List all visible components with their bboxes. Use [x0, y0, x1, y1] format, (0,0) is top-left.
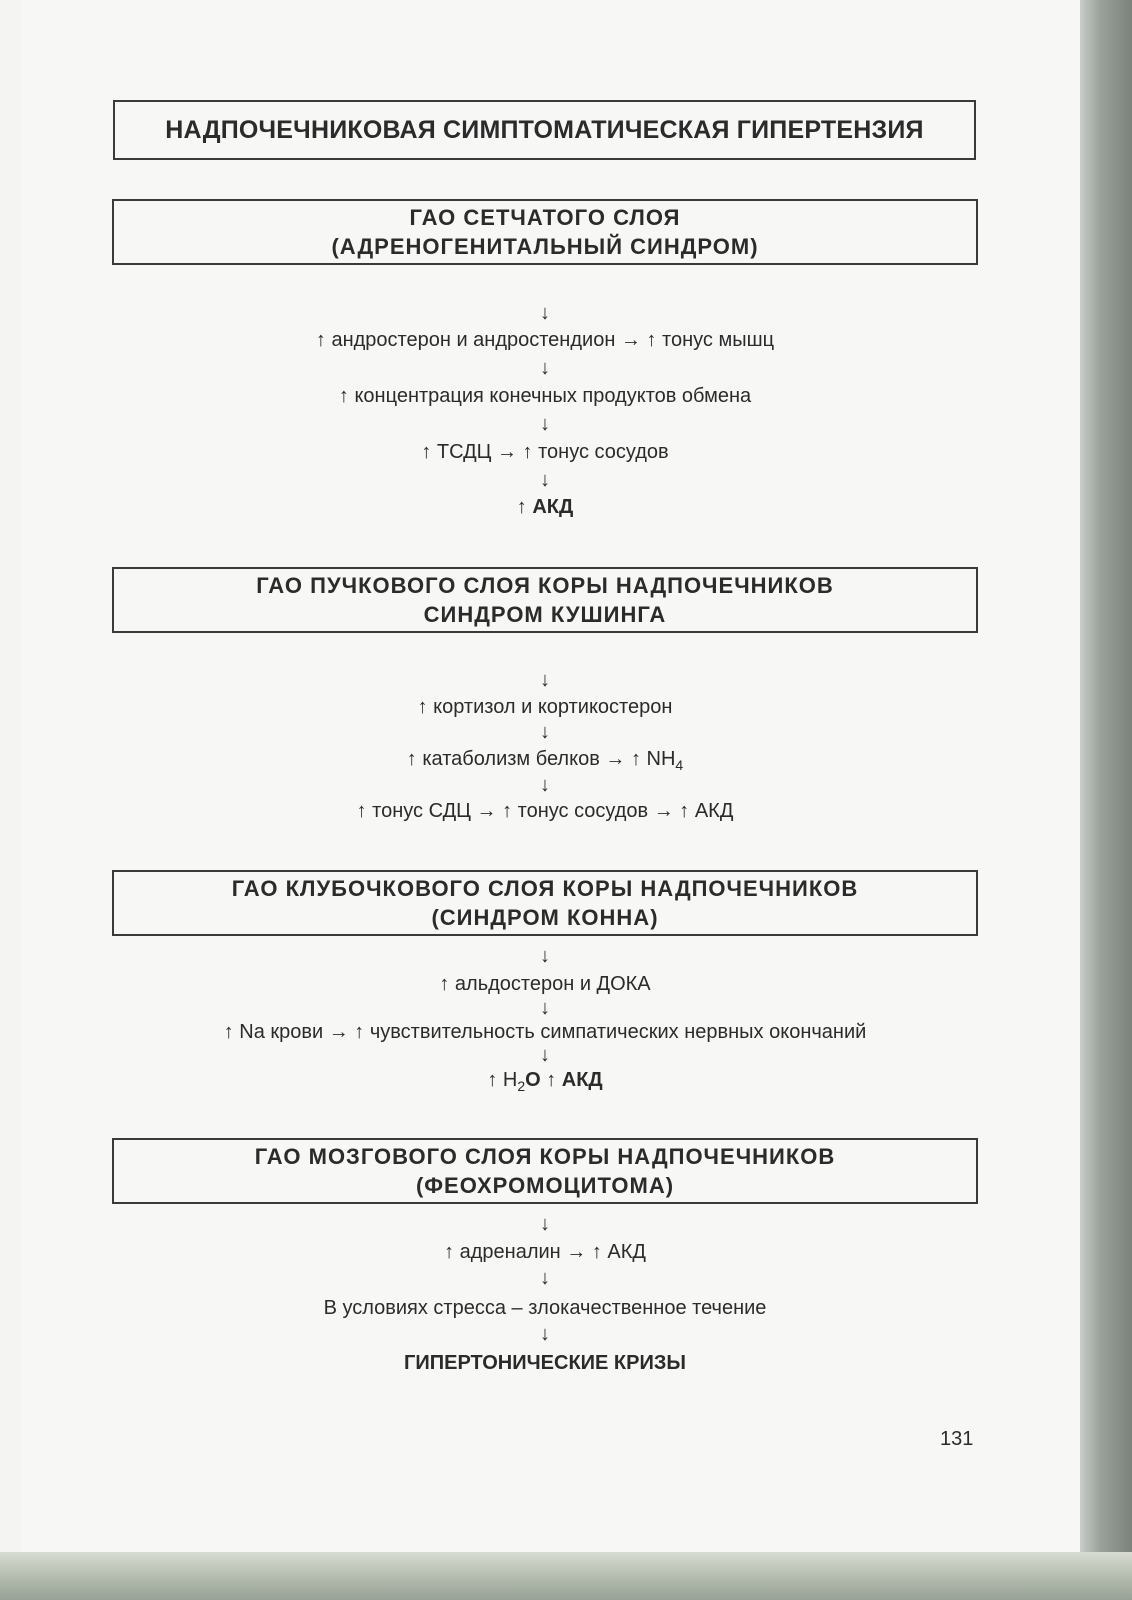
chain-text: ↑ H — [487, 1069, 518, 1091]
down-arrow-icon: ↓ — [540, 1323, 550, 1345]
chain-step: ↑ андростерон и андростендион → ↑ тонус мышц — [315, 329, 775, 351]
down-arrow-icon: ↓ — [540, 721, 550, 743]
page-title: НАДПОЧЕЧНИКОВАЯ СИМПТОМАТИЧЕСКАЯ ГИПЕРТЕНЗИЯ — [165, 115, 924, 144]
chain-step: В условиях стресса – злокачественное течение — [323, 1297, 767, 1319]
chain-result: ↑ АКД — [516, 496, 574, 518]
book-edge-right — [1080, 0, 1132, 1600]
heading-line: (ФЕОХРОМОЦИТОМА) — [415, 1173, 675, 1198]
chain-step: ↑ альдостерон и ДОКА — [439, 973, 651, 995]
chain-step — [112, 1069, 978, 1094]
chain-step: ↑ кортизол и кортикостерон — [417, 696, 673, 718]
chain-text: O ↑ АКД — [525, 1069, 603, 1091]
heading-line: СИНДРОМ КУШИНГА — [423, 602, 667, 627]
book-edge-bottom — [0, 1552, 1132, 1600]
chain-step: ↑ концентрация конечных продуктов обмена — [338, 385, 752, 407]
heading-line: ГАО МОЗГОВОГО СЛОЯ КОРЫ НАДПОЧЕЧНИКОВ — [254, 1144, 836, 1169]
chain-step: ↑ ТСДЦ → ↑ тонус сосудов — [421, 441, 669, 463]
down-arrow-icon: ↓ — [540, 1044, 550, 1066]
down-arrow-icon: ↓ — [540, 774, 550, 796]
chain-text: ↑ катаболизм белков → ↑ NH — [406, 748, 676, 770]
down-arrow-icon: ↓ — [540, 469, 550, 491]
page-title-box — [113, 100, 976, 160]
down-arrow-icon: ↓ — [540, 1267, 550, 1289]
down-arrow-icon: ↓ — [540, 945, 550, 967]
chain-subscript: 2 — [517, 1078, 526, 1094]
section-pheochromocytoma-heading — [112, 1138, 978, 1204]
chain-step: ↑ тонус СДЦ → ↑ тонус сосудов → ↑ АКД — [356, 800, 734, 822]
heading-line: ГАО ПУЧКОВОГО СЛОЯ КОРЫ НАДПОЧЕЧНИКОВ — [256, 573, 834, 598]
down-arrow-icon: ↓ — [540, 997, 550, 1019]
chain-step: ↑ адреналин → ↑ АКД — [444, 1241, 646, 1263]
down-arrow-icon: ↓ — [540, 1213, 550, 1235]
heading-line: ГАО КЛУБОЧКОВОГО СЛОЯ КОРЫ НАДПОЧЕЧНИКОВ — [231, 876, 859, 901]
heading-line: (СИНДРОМ КОННА) — [431, 905, 659, 930]
section-adrenogenital-heading — [112, 199, 978, 265]
down-arrow-icon: ↓ — [540, 357, 550, 379]
down-arrow-icon: ↓ — [540, 302, 550, 324]
chain-step — [112, 748, 978, 773]
section-conn-heading — [112, 870, 978, 936]
heading-line: ГАО СЕТЧАТОГО СЛОЯ — [409, 205, 681, 230]
chain-result: ГИПЕРТОНИЧЕСКИЕ КРИЗЫ — [404, 1352, 686, 1374]
chain-step: ↑ Na крови → ↑ чувствительность симпатических нервных окончаний — [223, 1021, 867, 1043]
down-arrow-icon: ↓ — [540, 669, 550, 691]
chain-subscript: 4 — [675, 757, 684, 773]
page-number: 131 — [940, 1428, 974, 1450]
down-arrow-icon: ↓ — [540, 413, 550, 435]
section-cushing-heading — [112, 567, 978, 633]
heading-line: (АДРЕНОГЕНИТАЛЬНЫЙ СИНДРОМ) — [331, 234, 759, 259]
